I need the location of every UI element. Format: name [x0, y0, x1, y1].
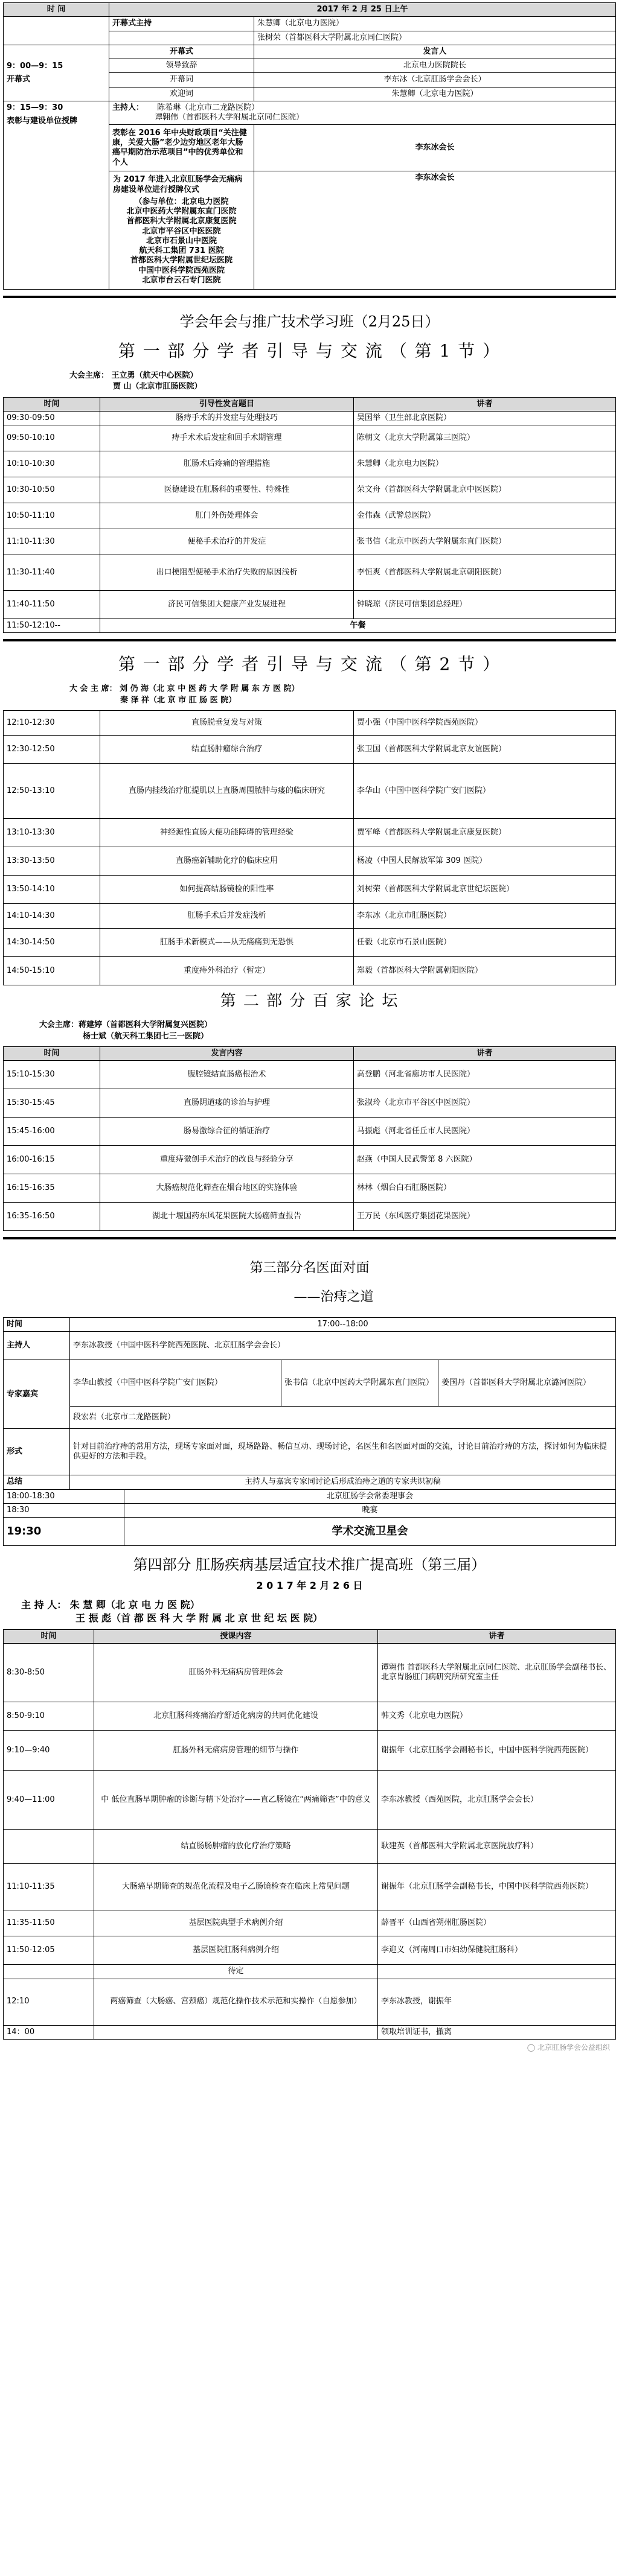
- row-speaker: 韩文秀（北京电力医院）: [378, 1702, 616, 1731]
- part1b-table: [3, 710, 616, 985]
- table-row: [4, 2025, 616, 2039]
- table-row: [4, 503, 616, 529]
- row-time: [4, 1965, 94, 1979]
- table-row: [4, 710, 616, 735]
- row-topic: 医德建设在肛肠科的重要性、特殊性: [100, 477, 354, 503]
- row-speaker: 金伟森（武警总医院）: [354, 503, 616, 529]
- row-item: 北京肛肠学会常委理事会: [124, 1489, 616, 1503]
- header-time: 时 间: [4, 3, 109, 17]
- row-time: 8:30-8:50: [4, 1644, 94, 1702]
- opening-person: 朱慧卿（北京电力医院）: [254, 87, 616, 101]
- table-row: [4, 1864, 616, 1910]
- part2-host-1: 蒋建婷（首都医科大学附属复兴医院）: [79, 1020, 213, 1030]
- opening-item: 领导致辞: [109, 59, 254, 73]
- row-time: 12:50-13:10: [4, 763, 100, 818]
- opening-label: 开幕式: [7, 74, 31, 84]
- unit-item: 首都医科大学附属世纪坛医院: [130, 256, 233, 266]
- row-time: 18:00-18:30: [4, 1489, 124, 1503]
- row-topic: 重度痔外科治疗（暂定）: [100, 956, 354, 985]
- row-speaker: 李东冰教授（西苑医院，北京肛肠学会会长）: [378, 1771, 616, 1830]
- row-item: 晚宴: [124, 1503, 616, 1517]
- row-time: [4, 1830, 94, 1864]
- col-time: 时间: [4, 1630, 94, 1644]
- table-row: [4, 1174, 616, 1203]
- row-time: 16:15-16:35: [4, 1174, 100, 1203]
- row-time: 11:30-11:40: [4, 555, 100, 591]
- row-speaker: 谭翱伟 首都医科大学附属北京同仁医院、北京肛肠学会副秘书长、北京胃肠肛门病研究所研究室主任: [378, 1644, 616, 1702]
- row-speaker: 谢振年（北京肛肠学会副秘书长，中国中医科学院西苑医院）: [378, 1864, 616, 1910]
- part4-host-2: 王 振 彪（首 都 医 科 大 学 附 属 北 京 世 纪 坛 医 院）: [75, 1612, 323, 1624]
- row-time: 19:30: [4, 1518, 124, 1546]
- commend-time: 9：15—9：30: [7, 103, 63, 112]
- opening-person-header: 发言人: [254, 45, 616, 59]
- opening-host-label: 开幕式主持: [109, 17, 254, 31]
- part4-date: 2 0 1 7 年 2 月 2 6 日: [256, 1580, 363, 1591]
- row-speaker: 李华山（中国中医科学院广安门医院）: [354, 763, 616, 818]
- part3-host-label: 主持人: [4, 1332, 70, 1360]
- table-row: [4, 451, 616, 477]
- row-time: 8:50-9:10: [4, 1702, 94, 1731]
- row-topic: 肠易激综合征的循证治疗: [100, 1118, 354, 1146]
- part3-table: [3, 1317, 616, 1546]
- expert: 段宏岩（北京市二龙路医院）: [70, 1407, 616, 1429]
- row-time: 9:10—9:40: [4, 1731, 94, 1771]
- award2-text: 为 2017 年进入北京肛肠学会无痛病房建设单位进行授牌仪式: [113, 175, 243, 194]
- row-speaker: 荣文舟（首都医科大学附属北京中医医院）: [354, 477, 616, 503]
- row-speaker: 耿建英（首都医科大学附属北京医院放疗科）: [378, 1830, 616, 1864]
- row-topic: 北京肛肠科疼痛治疗舒适化病房的共同优化建设: [94, 1702, 378, 1731]
- document: [3, 2, 616, 2056]
- table-row: [4, 1089, 616, 1118]
- row-speaker: 高登鹏（河北省廊坊市人民医院）: [354, 1061, 616, 1089]
- part1b-host-label: 大 会 主 席：: [69, 684, 117, 694]
- row-topic: 大肠癌早期筛查的规范化流程及电子乙肠镜检查在临床上常见问题: [94, 1864, 378, 1910]
- row-speaker: 领取培训证书，撤离: [378, 2025, 616, 2039]
- row-time: 11:35-11:50: [4, 1910, 94, 1936]
- award1-person: 李东冰会长: [254, 125, 616, 171]
- row-topic: 神经源性直肠大便功能障碍的管理经验: [100, 818, 354, 847]
- row-time: 09:50-10:10: [4, 425, 100, 451]
- opening-item: 开幕词: [109, 73, 254, 87]
- row-topic: 结直肠肠肿瘤的放化疗治疗策略: [94, 1830, 378, 1864]
- row-topic: 直肠癌新辅助化疗的临床应用: [100, 847, 354, 875]
- col-speaker: 讲者: [354, 397, 616, 411]
- row-speaker: 王万民（东风医疗集团花果医院）: [354, 1203, 616, 1231]
- row-topic: 两癌筛查（大肠癌、宫颈癌）规范化操作技术示范和实操作（自愿参加）: [94, 1979, 378, 2025]
- col-time: 时间: [4, 397, 100, 411]
- row-time: 14：00: [4, 2025, 94, 2039]
- row-time: 18:30: [4, 1503, 124, 1517]
- row-topic: 肛肠外科无痛病房管理体会: [94, 1644, 378, 1702]
- part1a-host-1: 王立勇（航天中心医院）: [111, 371, 198, 380]
- row-speaker: [378, 1965, 616, 1979]
- chat-bubble-icon: ◯: [527, 2043, 536, 2052]
- row-speaker: 薛晋平（山西省朔州肛肠医院）: [378, 1910, 616, 1936]
- col-topic: 引导性发言题目: [100, 397, 354, 411]
- part2-title: 第 二 部 分 百 家 论 坛: [220, 991, 399, 1010]
- commend-host-label: 主持人：: [112, 103, 144, 112]
- part3-form-value: 针对目前治疗痔的常用方法，现场专家面对面，现场路路、畅信互动、现场讨论，名医生和名医面对面的交流，讨论目前治疗痔的方法，探讨如何为临床提供更好的方法和手段。: [70, 1429, 616, 1475]
- row-topic: 便秘手术治疗的并发症: [100, 529, 354, 555]
- opening-person: 北京电力医院院长: [254, 59, 616, 73]
- col-speaker: 讲者: [354, 1046, 616, 1060]
- commend-label: 表彰与建设单位授牌: [7, 116, 78, 126]
- part3-host-value: 李东冰教授（中国中医科学院西苑医院、北京肛肠学会会长）: [70, 1332, 616, 1360]
- row-time: 11:40-11:50: [4, 591, 100, 619]
- section-divider: [3, 639, 616, 641]
- opening-host-person-2: 张树荣（首都医科大学附属北京同仁医院）: [254, 31, 616, 45]
- table-row: [4, 1936, 616, 1965]
- part4-hosts: [3, 1595, 616, 1629]
- row-time: 15:45-16:00: [4, 1118, 100, 1146]
- part4-host-1: 朱 慧 卿（北 京 电 力 医 院）: [69, 1599, 200, 1611]
- part1b-host-1: 刘 仍 海（北 京 中 医 药 大 学 附 属 东 方 医 院）: [120, 684, 300, 694]
- table-row: [4, 1203, 616, 1231]
- header-date: 2017 年 2 月 25 日上午: [109, 3, 616, 17]
- part3-summary-value: 主持人与嘉宾专家同讨论后形成治痔之道的专家共识初稿: [70, 1475, 616, 1489]
- part4-host-label: 主 持 人：: [21, 1599, 67, 1611]
- row-topic: 直肠脱垂复发与对策: [100, 710, 354, 735]
- row-topic: 济民可信集团大健康产业发展进程: [100, 591, 354, 619]
- part3-subtitle: ——治痔之道: [293, 1289, 374, 1305]
- part4-table: [3, 1629, 616, 2040]
- blank-cell: [4, 17, 109, 45]
- table-row: [4, 928, 616, 956]
- row-speaker: 贾军峰（首都医科大学附属北京康复医院）: [354, 818, 616, 847]
- opening-time-cell: [4, 45, 109, 101]
- part1b-host-2: 秦 泽 祥（北 京 市 肛 肠 医 院）: [120, 695, 237, 705]
- row-speaker: 钟晓琼（济民可信集团总经理）: [354, 591, 616, 619]
- award2-cell: [109, 171, 254, 290]
- table-row: [4, 1731, 616, 1771]
- col-topic: 授课内容: [94, 1630, 378, 1644]
- table-row: [4, 1118, 616, 1146]
- row-time: 13:50-14:10: [4, 875, 100, 903]
- table-row: [4, 529, 616, 555]
- row-time: 12:10-12:30: [4, 710, 100, 735]
- part1a-table: [3, 397, 616, 634]
- row-time: 09:30-09:50: [4, 411, 100, 425]
- row-topic: 待定: [94, 1965, 378, 1979]
- table-row: [4, 1146, 616, 1174]
- row-speaker: 谢振年（北京肛肠学会副秘书长，中国中医科学院西苑医院）: [378, 1731, 616, 1771]
- row-speaker: 李迎义（河南周口市妇幼保健院肛肠科）: [378, 1936, 616, 1965]
- unit-item: 中国中医科学院西苑医院: [138, 266, 225, 275]
- row-speaker: 任毅（北京市石景山医院）: [354, 928, 616, 956]
- part3-experts-label: 专家嘉宾: [4, 1360, 70, 1429]
- units-title: （参与单位：北京电力医院: [134, 197, 229, 206]
- row-time: 11:10-11:30: [4, 529, 100, 555]
- col-topic: 发言内容: [100, 1046, 354, 1060]
- row-time: 10:50-11:10: [4, 503, 100, 529]
- row-topic: 湖北十堰国药东风花果医院大肠癌筛查报告: [100, 1203, 354, 1231]
- table-row: [4, 847, 616, 875]
- row-topic: 肛门外伤处理体会: [100, 503, 354, 529]
- row-topic: 直肠阴道瘘的诊治与护理: [100, 1089, 354, 1118]
- row-speaker: 李东冰（北京市肛肠医院）: [354, 903, 616, 928]
- row-speaker: 赵燕（中国人民武警第 8 六医院）: [354, 1146, 616, 1174]
- section-divider: [3, 1237, 616, 1239]
- row-speaker: 张卫国（首都医科大学附属北京友谊医院）: [354, 735, 616, 763]
- part1a-host-label: 大会主席：: [69, 371, 109, 380]
- commend-host-2: 谭翱伟（首都医科大学附属北京同仁医院）: [155, 113, 304, 122]
- row-time: 16:00-16:15: [4, 1146, 100, 1174]
- part1a-host-2: 贾 山（北京市肛肠医院）: [113, 382, 202, 392]
- part3-form-label: 形式: [4, 1429, 70, 1475]
- row-topic: [94, 2025, 378, 2039]
- row-topic: 腹腔镜结直肠癌根治术: [100, 1061, 354, 1089]
- unit-item: 北京市平谷区中医医院: [142, 226, 221, 236]
- row-topic: 肛肠手术后并发症浅析: [100, 903, 354, 928]
- commend-time-cell: [4, 101, 109, 289]
- row-speaker: 马振彪（河北省任丘市人民医院）: [354, 1118, 616, 1146]
- row-time: 10:10-10:30: [4, 451, 100, 477]
- row-speaker: 李东冰教授，谢振年: [378, 1979, 616, 2025]
- row-time: 11:50-12:05: [4, 1936, 94, 1965]
- row-speaker: 吴国举（卫生部北京医院）: [354, 411, 616, 425]
- expert: 姜国丹（首都医科大学附属北京潞河医院）: [438, 1360, 616, 1407]
- forum-title: 学会年会与推广技术学习班（2月25日）: [179, 313, 440, 330]
- opening-host-person-1: 朱慧卿（北京电力医院）: [254, 17, 616, 31]
- award1-text: 表彰在 2016 年中央财政项目“关注健康，关爱大肠”老少边穷地区老年大肠癌早期防治示范项目”中的优秀单位和个人: [109, 125, 254, 171]
- row-speaker: 陈朝文（北京大学附属第三医院）: [354, 425, 616, 451]
- part2-hosts: [3, 1017, 616, 1046]
- row-time: 15:10-15:30: [4, 1061, 100, 1089]
- row-topic: 出口梗阻型便秘手术治疗失败的原因浅析: [100, 555, 354, 591]
- blank-cell: [109, 31, 254, 45]
- table-row: [4, 1771, 616, 1830]
- section-divider: [3, 296, 616, 298]
- table-row: [4, 818, 616, 847]
- row-topic: 基层医院肛肠科病例介绍: [94, 1936, 378, 1965]
- table-row: [4, 1910, 616, 1936]
- opening-item: 欢迎词: [109, 87, 254, 101]
- row-speaker: 朱慧卿（北京电力医院）: [354, 451, 616, 477]
- watermark: [3, 2040, 616, 2056]
- col-speaker: 讲者: [378, 1630, 616, 1644]
- part1b-hosts: [3, 681, 616, 710]
- opening-person: 李东冰（北京肛肠学会会长）: [254, 73, 616, 87]
- row-time: 14:10-14:30: [4, 903, 100, 928]
- row-speaker: 张淑玲（北京市平谷区中医医院）: [354, 1089, 616, 1118]
- row-time: 14:30-14:50: [4, 928, 100, 956]
- row-topic: 痔手术术后发症和回手术期管理: [100, 425, 354, 451]
- table-row: [4, 735, 616, 763]
- row-topic: 肛肠外科无痛病房管理的细节与操作: [94, 1731, 378, 1771]
- unit-item: 航天科工集团 731 医院: [139, 246, 224, 255]
- table-row: [4, 1965, 616, 1979]
- table-row: [4, 477, 616, 503]
- table-row: [4, 1061, 616, 1089]
- row-topic: 肛肠手术新模式——从无痛痛到无恐惧: [100, 928, 354, 956]
- part2-table: [3, 1046, 616, 1231]
- part2-host-label: 大会主席：: [39, 1020, 79, 1030]
- row-topic: 肠痔手术的并发症与处理技巧: [100, 411, 354, 425]
- table-row: [4, 425, 616, 451]
- unit-item: 首都医科大学附属北京康复医院: [126, 217, 237, 226]
- row-topic: 如何提高结肠镜检的阳性率: [100, 875, 354, 903]
- row-speaker: 贾小强（中国中医科学院西苑医院）: [354, 710, 616, 735]
- row-time: 13:10-13:30: [4, 818, 100, 847]
- row-speaker: 林林（烟台白石肛肠医院）: [354, 1174, 616, 1203]
- table-row: [4, 1702, 616, 1731]
- table-row: [4, 555, 616, 591]
- part1a-hosts: [3, 367, 616, 397]
- part2-host-2: 杨士斌（航天科工集团七三一医院）: [83, 1031, 209, 1041]
- part1a-title: 第 一 部 分 学 者 引 导 与 交 流 （ 第 1 节 ）: [118, 341, 501, 361]
- part1b-title: 第 一 部 分 学 者 引 导 与 交 流 （ 第 2 节 ）: [118, 654, 501, 675]
- expert: 李华山教授（中国中医科学院广安门医院）: [70, 1360, 281, 1407]
- row-time: 9:40—11:00: [4, 1771, 94, 1830]
- table-row: [4, 763, 616, 818]
- unit-item: 北京市台云石专门医院: [142, 275, 221, 285]
- row-speaker: 张书信（北京中医药大学附属东直门医院）: [354, 529, 616, 555]
- award2-person: 李东冰会长: [254, 171, 616, 290]
- table-row: [4, 1644, 616, 1702]
- row-speaker: 杨凌（中国人民解放军第 309 医院）: [354, 847, 616, 875]
- table-row: [4, 956, 616, 985]
- row-time: 12:10: [4, 1979, 94, 2025]
- part3-title: 第三部分名医面对面: [249, 1261, 370, 1276]
- row-speaker: 刘树荣（首都医科大学附属北京世纪坛医院）: [354, 875, 616, 903]
- table-row: [4, 411, 616, 425]
- row-time: 10:30-10:50: [4, 477, 100, 503]
- part4-title: 第四部分 肛肠疾病基层适宜技术推广提高班（第三届）: [133, 1556, 486, 1573]
- row-topic: 肛肠术后疼痛的管理措施: [100, 451, 354, 477]
- watermark-text: 北京肛肠学会公益组织: [537, 2043, 610, 2052]
- row-time: 12:30-12:50: [4, 735, 100, 763]
- row-topic: 重度痔微创手术治疗的改良与经验分享: [100, 1146, 354, 1174]
- table-row: [4, 619, 616, 633]
- row-item: 学术交流卫星会: [124, 1518, 616, 1546]
- commend-hosts-cell: [109, 101, 616, 125]
- table-row: [4, 875, 616, 903]
- row-time: 13:30-13:50: [4, 847, 100, 875]
- row-topic: 基层医院典型手术病例介绍: [94, 1910, 378, 1936]
- row-lunch: 午餐: [100, 619, 616, 633]
- table-row: [4, 591, 616, 619]
- part3-time-label: 时间: [4, 1318, 70, 1332]
- row-time: 14:50-15:10: [4, 956, 100, 985]
- part3-time-value: 17:00--18:00: [70, 1318, 616, 1332]
- opening-item-header: 开幕式: [109, 45, 254, 59]
- opening-time: 9：00—9：15: [7, 61, 63, 71]
- part3-summary-label: 总结: [4, 1475, 70, 1489]
- row-time: 11:50-12:10--: [4, 619, 100, 633]
- row-time: 16:35-16:50: [4, 1203, 100, 1231]
- row-speaker: 李恒爽（首都医科大学附属北京朝阳医院）: [354, 555, 616, 591]
- row-topic: 结直肠肿瘤综合治疗: [100, 735, 354, 763]
- col-time: 时间: [4, 1046, 100, 1060]
- unit-item: 北京中医药大学附属东直门医院: [126, 207, 237, 216]
- unit-item: 北京市石景山中医院: [146, 236, 217, 246]
- expert: 张书信（北京中医药大学附属东直门医院）: [281, 1360, 438, 1407]
- row-speaker: 郑毅（首都医科大学附属朝阳医院）: [354, 956, 616, 985]
- row-topic: 直肠内挂线治疗肛提肌以上直肠周围脓肿与瘘的临床研究: [100, 763, 354, 818]
- row-topic: 大肠癌规范化筛查在烟台地区的实施体验: [100, 1174, 354, 1203]
- row-time: 15:30-15:45: [4, 1089, 100, 1118]
- commend-host-1: 陈希琳（北京市二龙路医院）: [157, 103, 260, 112]
- table-row: [4, 1830, 616, 1864]
- morning-schedule-table: [3, 2, 616, 290]
- table-row: [4, 1979, 616, 2025]
- row-time: 11:10-11:35: [4, 1864, 94, 1910]
- row-topic: 中 低位直肠早期肿瘤的诊断与精下处治疗——直乙肠镜在“两痛筛查”中的意义: [94, 1771, 378, 1830]
- table-row: [4, 903, 616, 928]
